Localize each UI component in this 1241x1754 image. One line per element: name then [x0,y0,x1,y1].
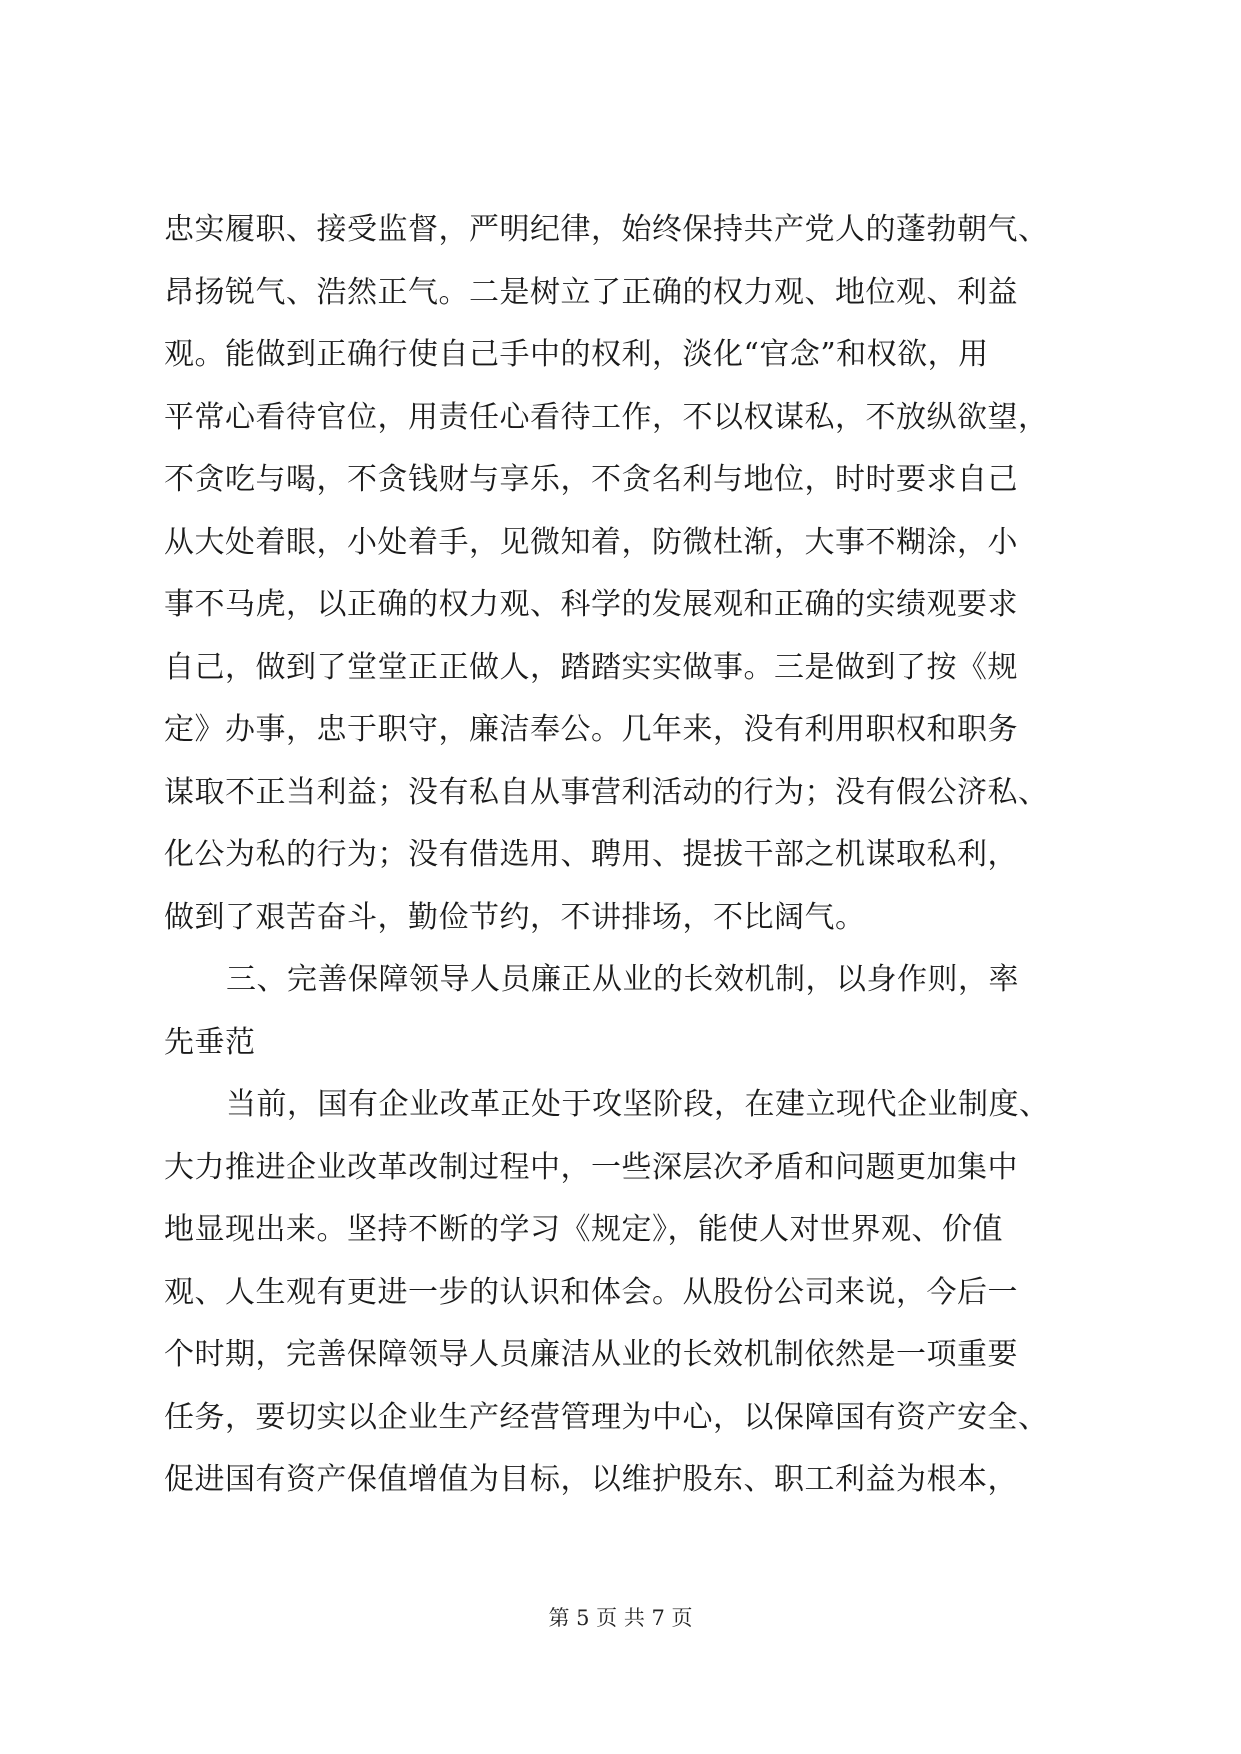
text-line: 昂扬锐气、浩然正气。二是树立了正确的权力观、地位观、利益 [164,274,1018,310]
text-line: 当前，国有企业改革正处于攻坚阶段，在建立现代企业制度、 [226,1087,1050,1122]
section-heading-line: 先垂范 [164,1024,256,1060]
text-line: 自己，做到了堂堂正正做人，踏踏实实做事。三是做到了按《规 [164,649,1018,685]
text-line: 平常心看待官位，用责任心看待工作，不以权谋私，不放纵欲望， [164,399,1049,435]
document-body [164,199,1084,1512]
text-line: 化公为私的行为；没有借选用、聘用、提拔干部之机谋取私利， [164,837,1018,872]
text-line: 忠实履职、接受监督，严明纪律，始终保持共产党人的蓬勃朝气、 [164,212,1049,247]
page-number-footer: 第 5 页 共 7 页 [548,1606,693,1630]
text-line: 地显现出来。坚持不断的学习《规定》，能使人对世界观、价值 [164,1212,1003,1247]
text-line: 观、人生观有更进一步的认识和体会。从股份公司来说，今后一 [164,1274,1018,1310]
text-line: 不贪吃与喝，不贪钱财与享乐，不贪名利与地位，时时要求自己 [164,462,1018,497]
text-line: 个时期，完善保障领导人员廉洁从业的长效机制依然是一项重要 [164,1337,1018,1372]
text-line: 谋取不正当利益；没有私自从事营利活动的行为；没有假公济私、 [164,774,1049,810]
section-heading-line: 三、完善保障领导人员廉正从业的长效机制，以身作则，率 [226,962,1019,997]
text-line: 观。能做到正确行使自己手中的权利，淡化“官念”和权欲，用 [164,337,989,372]
text-line: 大力推进企业改革改制过程中，一些深层次矛盾和问题更加集中 [164,1149,1018,1185]
text-line: 任务，要切实以企业生产经营管理为中心，以保障国有资产安全、 [164,1399,1049,1435]
text-line: 从大处着眼，小处着手，见微知着，防微杜渐，大事不糊涂，小 [164,524,1018,560]
text-line: 事不马虎，以正确的权力观、科学的发展观和正确的实绩观要求 [164,587,1018,622]
text-line: 做到了艰苦奋斗，勤俭节约，不讲排场，不比阔气。 [164,899,866,935]
text-line: 促进国有资产保值增值为目标，以维护股东、职工利益为根本， [164,1462,1018,1497]
text-line: 定》办事，忠于职守，廉洁奉公。几年来，没有利用职权和职务 [164,712,1018,747]
